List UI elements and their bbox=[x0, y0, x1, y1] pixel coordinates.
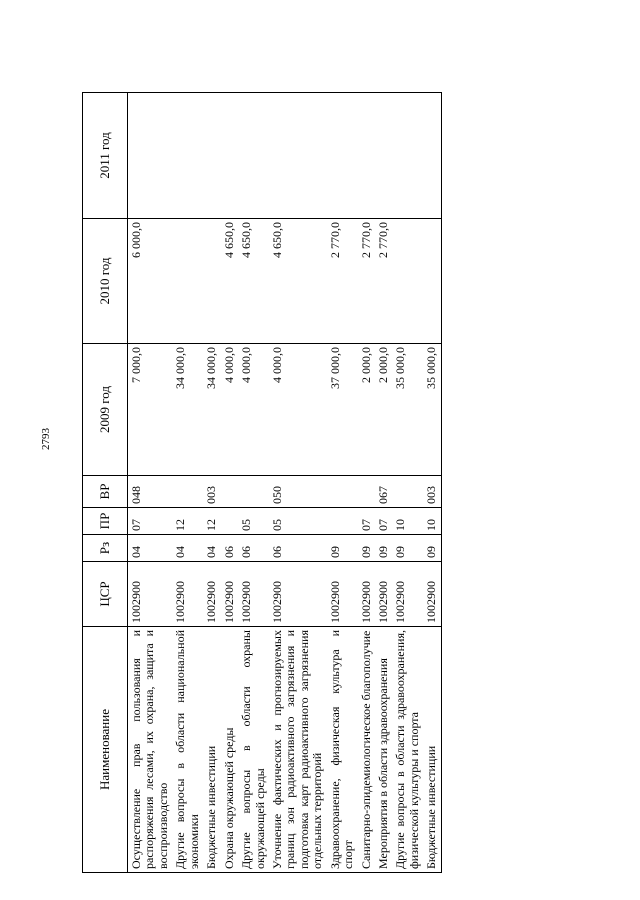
row-rz: 06 bbox=[269, 535, 327, 562]
row-pr: 07 bbox=[358, 508, 375, 535]
row-csr: 1002900 bbox=[203, 562, 220, 627]
row-rz: 04 bbox=[172, 535, 203, 562]
header-name: Наименование bbox=[83, 627, 128, 873]
table-row bbox=[269, 93, 327, 873]
row-name: Мероприятия в области здравоохранения bbox=[375, 627, 392, 873]
row-2009: 4 000,0 bbox=[238, 344, 269, 476]
row-pr: 07 bbox=[375, 508, 392, 535]
row-2011 bbox=[327, 93, 358, 219]
table-row bbox=[327, 93, 358, 873]
row-2011 bbox=[128, 93, 173, 219]
budget-table bbox=[82, 92, 442, 873]
row-name: Охрана окружающей среды bbox=[221, 627, 238, 873]
row-2010: 4 650,0 bbox=[269, 219, 327, 344]
row-rz: 09 bbox=[358, 535, 375, 562]
row-vr bbox=[392, 476, 423, 508]
row-2009: 34 000,0 bbox=[203, 344, 220, 476]
header-vr: ВР bbox=[83, 476, 128, 508]
row-name: Осуществление прав пользования и распоряжения лесами, их охрана, защита и воспроизводство bbox=[128, 627, 173, 873]
row-vr: 050 bbox=[269, 476, 327, 508]
row-2009: 35 000,0 bbox=[392, 344, 423, 476]
header-rz: Рз bbox=[83, 535, 128, 562]
header-pr: ПР bbox=[83, 508, 128, 535]
row-rz: 09 bbox=[327, 535, 358, 562]
row-vr bbox=[221, 476, 238, 508]
row-csr: 1002900 bbox=[327, 562, 358, 627]
table-row bbox=[172, 93, 203, 873]
row-2009: 37 000,0 bbox=[327, 344, 358, 476]
row-2011 bbox=[221, 93, 238, 219]
row-pr: 05 bbox=[269, 508, 327, 535]
row-csr: 1002900 bbox=[423, 562, 441, 627]
row-pr bbox=[221, 508, 238, 535]
row-rz: 04 bbox=[203, 535, 220, 562]
row-rz: 09 bbox=[375, 535, 392, 562]
row-name: Санитарно-эпидемиологическое благополучие bbox=[358, 627, 375, 873]
row-2010: 4 650,0 bbox=[238, 219, 269, 344]
row-2010: 4 650,0 bbox=[221, 219, 238, 344]
row-rz: 06 bbox=[221, 535, 238, 562]
row-vr: 067 bbox=[375, 476, 392, 508]
table-header-row bbox=[83, 93, 128, 873]
row-name: Другие вопросы в области охраны окружающей среды bbox=[238, 627, 269, 873]
row-2011 bbox=[203, 93, 220, 219]
page-number: 2793 bbox=[40, 428, 52, 450]
row-2010 bbox=[203, 219, 220, 344]
row-2011 bbox=[423, 93, 441, 219]
row-pr: 12 bbox=[172, 508, 203, 535]
row-2011 bbox=[238, 93, 269, 219]
row-rz: 06 bbox=[238, 535, 269, 562]
row-csr: 1002900 bbox=[238, 562, 269, 627]
row-csr: 1002900 bbox=[392, 562, 423, 627]
rotated-table-container bbox=[82, 93, 614, 873]
row-2011 bbox=[172, 93, 203, 219]
row-vr bbox=[358, 476, 375, 508]
table-body bbox=[128, 93, 442, 873]
row-pr: 10 bbox=[392, 508, 423, 535]
row-csr: 1002900 bbox=[358, 562, 375, 627]
row-name: Здравоохранение, физическая культура и спорт bbox=[327, 627, 358, 873]
row-2011 bbox=[358, 93, 375, 219]
row-pr: 07 bbox=[128, 508, 173, 535]
table-row bbox=[423, 93, 441, 873]
row-vr: 003 bbox=[203, 476, 220, 508]
row-2011 bbox=[269, 93, 327, 219]
row-vr bbox=[327, 476, 358, 508]
row-2009: 2 000,0 bbox=[375, 344, 392, 476]
table-row bbox=[238, 93, 269, 873]
row-rz: 09 bbox=[392, 535, 423, 562]
row-2009: 2 000,0 bbox=[358, 344, 375, 476]
row-2010 bbox=[423, 219, 441, 344]
table-row bbox=[392, 93, 423, 873]
row-pr bbox=[327, 508, 358, 535]
row-vr: 048 bbox=[128, 476, 173, 508]
row-csr: 1002900 bbox=[172, 562, 203, 627]
table-row bbox=[128, 93, 173, 873]
row-2009: 7 000,0 bbox=[128, 344, 173, 476]
row-name: Уточнение фактических и прогнозируемых границ зон радиоактивного загрязнения и подготовка карт радиоактивного загрязнения отдельных территорий bbox=[269, 627, 327, 873]
header-2009: 2009 год bbox=[83, 344, 128, 476]
header-csr: ЦСР bbox=[83, 562, 128, 627]
row-name: Другие вопросы в области национальной экономики bbox=[172, 627, 203, 873]
header-2010: 2010 год bbox=[83, 219, 128, 344]
row-2011 bbox=[375, 93, 392, 219]
row-csr: 1002900 bbox=[128, 562, 173, 627]
row-2010: 6 000,0 bbox=[128, 219, 173, 344]
row-pr: 12 bbox=[203, 508, 220, 535]
row-csr: 1002900 bbox=[375, 562, 392, 627]
row-rz: 09 bbox=[423, 535, 441, 562]
row-2009: 4 000,0 bbox=[221, 344, 238, 476]
row-vr bbox=[238, 476, 269, 508]
row-name: Бюджетные инвестиции bbox=[203, 627, 220, 873]
row-vr: 003 bbox=[423, 476, 441, 508]
row-2010 bbox=[392, 219, 423, 344]
row-csr: 1002900 bbox=[269, 562, 327, 627]
row-rz: 04 bbox=[128, 535, 173, 562]
row-pr: 05 bbox=[238, 508, 269, 535]
row-2010: 2 770,0 bbox=[358, 219, 375, 344]
table-row bbox=[358, 93, 375, 873]
row-pr: 10 bbox=[423, 508, 441, 535]
row-csr: 1002900 bbox=[221, 562, 238, 627]
table-row bbox=[203, 93, 220, 873]
row-2010: 2 770,0 bbox=[375, 219, 392, 344]
row-2011 bbox=[392, 93, 423, 219]
row-vr bbox=[172, 476, 203, 508]
row-2010 bbox=[172, 219, 203, 344]
table-row bbox=[375, 93, 392, 873]
row-2010: 2 770,0 bbox=[327, 219, 358, 344]
row-2009: 35 000,0 bbox=[423, 344, 441, 476]
row-name: Другие вопросы в области здравоохранения, физической культуры и спорта bbox=[392, 627, 423, 873]
row-2009: 4 000,0 bbox=[269, 344, 327, 476]
row-2009: 34 000,0 bbox=[172, 344, 203, 476]
table-row bbox=[221, 93, 238, 873]
header-2011: 2011 год bbox=[83, 93, 128, 219]
row-name: Бюджетные инвестиции bbox=[423, 627, 441, 873]
